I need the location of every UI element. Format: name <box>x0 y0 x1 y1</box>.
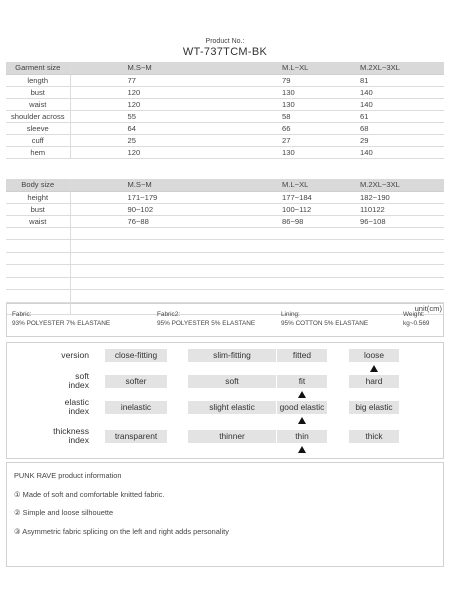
index-label-line: index <box>68 380 89 390</box>
lining-value: 95% COTTON 5% ELASTANE <box>281 320 369 327</box>
product-header <box>0 37 450 59</box>
fabric1-label: Fabric: <box>12 311 32 318</box>
unit-label: unit(cm) <box>70 302 444 315</box>
index-label-line: index <box>68 435 89 445</box>
table-cell: 27 <box>187 134 304 146</box>
weight <box>403 310 429 328</box>
empty-row <box>6 265 444 278</box>
table-row <box>6 191 444 203</box>
row-label: cuff <box>6 134 70 146</box>
table-row <box>6 98 444 110</box>
body-column-header: M.L~XL <box>187 179 304 191</box>
table-cell: 171~179 <box>70 191 187 203</box>
index-label <box>7 398 89 416</box>
empty-cell <box>304 252 444 265</box>
table-cell: 140 <box>304 146 444 158</box>
index-option: fitted <box>277 349 327 362</box>
empty-row <box>6 240 444 253</box>
table-cell: 182~190 <box>304 191 444 203</box>
empty-cell <box>187 265 304 278</box>
index-option: softer <box>105 375 167 388</box>
table-cell: 55 <box>70 110 187 122</box>
empty-cell <box>70 240 187 253</box>
selected-marker-icon <box>298 391 306 398</box>
empty-cell <box>6 277 70 290</box>
index-label-line: thickness <box>53 426 89 436</box>
body-column-header: M.2XL~3XL <box>304 179 444 191</box>
table-cell: 76~88 <box>70 215 187 227</box>
table-cell: 100~112 <box>187 203 304 215</box>
empty-cell <box>6 240 70 253</box>
garment-column-header: M.L~XL <box>187 62 304 74</box>
index-label <box>7 372 89 390</box>
index-option: big elastic <box>349 401 399 414</box>
table-row <box>6 146 444 158</box>
fabric-index-box <box>6 342 444 459</box>
index-option: inelastic <box>105 401 167 414</box>
garment-size-table <box>6 62 444 159</box>
table-cell: 61 <box>304 110 444 122</box>
table-cell: 130 <box>187 146 304 158</box>
table-cell: 120 <box>70 86 187 98</box>
empty-cell <box>187 290 304 303</box>
fabric1 <box>12 310 110 328</box>
index-option: thin <box>277 430 327 443</box>
weight-label: Weight: <box>403 311 425 318</box>
table-cell: 64 <box>70 122 187 134</box>
body-size-table <box>6 179 444 315</box>
table-cell: 29 <box>304 134 444 146</box>
row-label: waist <box>6 215 70 227</box>
table-cell: 96~108 <box>304 215 444 227</box>
index-option: thick <box>349 430 399 443</box>
empty-cell <box>304 265 444 278</box>
index-option: thinner <box>188 430 276 443</box>
index-label-line: soft <box>75 371 89 381</box>
body-header-row <box>6 179 444 191</box>
row-label: bust <box>6 203 70 215</box>
table-cell: 130 <box>187 86 304 98</box>
table-row <box>6 110 444 122</box>
selected-marker-icon <box>370 365 378 372</box>
table-row <box>6 215 444 227</box>
index-label-line: index <box>68 406 89 416</box>
table-row <box>6 203 444 215</box>
fabric2 <box>157 310 255 328</box>
table-cell: 140 <box>304 86 444 98</box>
empty-cell <box>6 290 70 303</box>
empty-row <box>6 277 444 290</box>
index-label-line: version <box>61 350 89 360</box>
row-label: length <box>6 74 70 86</box>
product-info-title: PUNK RAVE product information <box>14 471 122 480</box>
empty-cell <box>70 252 187 265</box>
product-info-box <box>6 462 444 567</box>
product-number: WT-737TCM-BK <box>182 46 268 58</box>
fabric2-value: 95% POLYESTER 5% ELASTANE <box>157 320 256 327</box>
table-cell: 25 <box>70 134 187 146</box>
table-cell: 140 <box>304 98 444 110</box>
row-label: sleeve <box>6 122 70 134</box>
empty-cell <box>6 252 70 265</box>
table-cell: 77 <box>70 74 187 86</box>
index-option: good elastic <box>277 401 327 414</box>
empty-cell <box>304 277 444 290</box>
selected-marker-icon <box>298 446 306 453</box>
table-cell: 130 <box>187 98 304 110</box>
lining-label: Lining: <box>281 311 300 318</box>
empty-cell <box>304 227 444 240</box>
table-cell: 58 <box>187 110 304 122</box>
index-option: loose <box>349 349 399 362</box>
index-option: transparent <box>105 430 167 443</box>
garment-header-row <box>6 62 444 74</box>
empty-cell <box>187 252 304 265</box>
garment-column-header: Garment size <box>6 62 70 74</box>
row-label: shoulder across <box>6 110 70 122</box>
empty-cell <box>304 290 444 303</box>
garment-column-header: M.2XL~3XL <box>304 62 444 74</box>
table-cell: 120 <box>70 146 187 158</box>
body-column-header: M.S~M <box>70 179 187 191</box>
empty-row <box>6 227 444 240</box>
table-cell: 110122 <box>304 203 444 215</box>
table-row <box>6 134 444 146</box>
selected-marker-icon <box>298 417 306 424</box>
body-column-header: Body size <box>6 179 70 191</box>
row-label: waist <box>6 98 70 110</box>
empty-cell <box>70 227 187 240</box>
empty-cell <box>6 227 70 240</box>
empty-cell <box>187 227 304 240</box>
empty-cell <box>70 290 187 303</box>
table-cell: 81 <box>304 74 444 86</box>
table-cell: 68 <box>304 122 444 134</box>
table-cell: 90~102 <box>70 203 187 215</box>
product-number-label: Product No.: <box>205 38 245 45</box>
table-cell: 86~98 <box>187 215 304 227</box>
product-info-line: ② Simple and loose silhouette <box>14 508 114 517</box>
index-option: slim-fitting <box>188 349 276 362</box>
product-info-line: ③ Asymmetric fabric splicing on the left and right adds personality <box>14 527 229 536</box>
table-cell: 66 <box>187 122 304 134</box>
index-label-line: elastic <box>64 397 89 407</box>
row-label: hem <box>6 146 70 158</box>
empty-cell <box>70 277 187 290</box>
table-cell: 120 <box>70 98 187 110</box>
empty-row <box>6 290 444 303</box>
index-option: close-fitting <box>105 349 167 362</box>
table-cell: 79 <box>187 74 304 86</box>
table-row <box>6 74 444 86</box>
empty-cell <box>70 265 187 278</box>
index-option: fit <box>277 375 327 388</box>
empty-cell <box>187 277 304 290</box>
empty-row <box>6 252 444 265</box>
product-info-line: ① Made of soft and comfortable knitted fabric. <box>14 490 165 499</box>
index-option: hard <box>349 375 399 388</box>
garment-column-header: M.S~M <box>70 62 187 74</box>
lining <box>281 310 368 328</box>
table-cell: 177~184 <box>187 191 304 203</box>
index-label <box>7 351 89 360</box>
row-label: height <box>6 191 70 203</box>
index-option: soft <box>188 375 276 388</box>
fabric2-label: Fabric2: <box>157 311 181 318</box>
index-label <box>7 427 89 445</box>
empty-cell <box>304 240 444 253</box>
row-label: bust <box>6 86 70 98</box>
weight-value: kg~0.569 <box>403 320 430 327</box>
table-row <box>6 86 444 98</box>
index-option: slight elastic <box>188 401 276 414</box>
fabric-info-box <box>6 303 444 337</box>
fabric1-value: 93% POLYESTER 7% ELASTANE <box>12 320 111 327</box>
empty-cell <box>187 240 304 253</box>
empty-cell <box>6 265 70 278</box>
table-row <box>6 122 444 134</box>
